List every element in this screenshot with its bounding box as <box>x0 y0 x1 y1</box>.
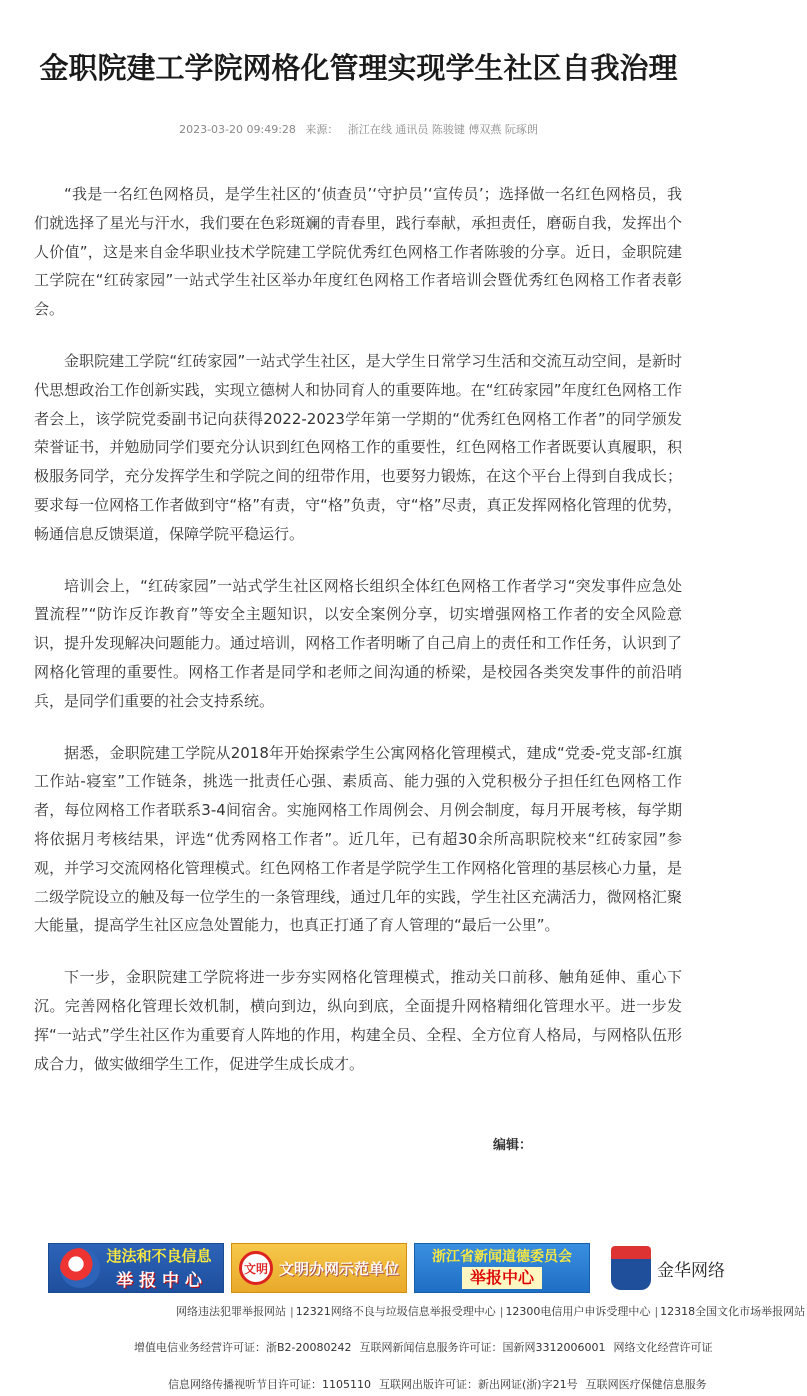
paragraph: 金职院建工学院“红砖家园”一站式学生社区，是大学生日常学习生活和交流互动空间，是新时代思想政治工作创新实践，实现立德树人和协同育人的重要阵地。在“红砖家园”年度红色网格工作者会上，该学院党委副书记向获得2022-2023学年第一学期的“优秀红色网格工作者”的同学颁发荣誉证书，并勉励同学们要充分认识到红色网格工作的重要性，红色网格工作者既要认真履职，积极服务同学，充分发挥学生和学院之间的纽带作用，也要努力锻炼，在这个平台上得到自我成长；要求每一位网格工作者做到守“格”有责，守“格”负责，守“格”尽责，真正发挥网格化管理的优势，畅通信息反馈渠道，保障学院平稳运行。 <box>34 351 682 543</box>
paragraph: 培训会上，“红砖家园”一站式学生社区网格长组织全体红色网格工作者学习“突发事件应急处置流程”“防诈反诈教育”等安全主题知识，以安全案例分享，切实增强网格工作者的安全风险意识，提升发现解决问题能力。通过培训，网格工作者明晰了自己肩上的责任和工作任务，认识到了网格化管理的重要性。网格工作者是同学和老师之间沟通的桥梁，是校园各类突发事件的前沿哨兵，是同学们重要的社会支持系统。 <box>34 576 682 710</box>
separator: | <box>499 1305 504 1318</box>
police-badge-icon <box>611 1246 651 1290</box>
footer-link[interactable]: 网络违法犯罪举报网站 <box>176 1305 286 1318</box>
license-text: 增值电信业务经营许可证：浙B2-20080242 <box>134 1341 352 1354</box>
license-text: 互联网医疗保健信息服务 <box>585 1378 707 1391</box>
banner-text: 文明办网示范单位 <box>278 1259 399 1278</box>
article-date: 2023-03-20 09:49:28 <box>179 123 296 136</box>
paragraph: 下一步，金职院建工学院将进一步夯实网格化管理模式，推动关口前移、触角延伸、重心下沉。完善网格化管理长效机制，横向到边，纵向到底，全面提升网格精细化管理水平。进一步发挥“一站式”学生社区作为重要育人阵地的作用，构建全员、全程、全方位育人格局，与网格队伍形成合力，做实做细学生工作，促进学生成长成才。 <box>34 968 682 1073</box>
license-text: 互联网新闻信息服务许可证：国新网3312006001 <box>359 1341 606 1354</box>
footer-link[interactable]: 12300电信用户申诉受理中心 <box>505 1305 651 1318</box>
jinhua-network-banner[interactable] <box>611 1243 731 1293</box>
banner-line: 举报中心 <box>462 1267 542 1289</box>
civilized-website-banner[interactable] <box>231 1243 407 1293</box>
news-ethics-report-banner[interactable] <box>414 1243 590 1293</box>
license-text: 信息网络传播视听节目许可证：1105110 <box>168 1378 371 1391</box>
banner-line: 浙江省新闻道德委员会 <box>432 1249 572 1265</box>
license-text: 网络文化经营许可证 <box>613 1341 713 1354</box>
footer-link[interactable]: 12318全国文化市场举报网站 <box>660 1305 806 1318</box>
source-label: 来源： <box>305 123 339 136</box>
footer-links <box>0 1304 806 1320</box>
license-text: 互联网出版许可证：新出网证(浙)字21号 <box>379 1378 578 1391</box>
illegal-info-report-banner[interactable] <box>48 1243 224 1293</box>
banner-line: 违法和不良信息 <box>106 1247 212 1265</box>
article-source: 浙江在线 通讯员 陈骏键 傅双燕 阮琢朗 <box>347 123 538 136</box>
footer-link[interactable]: 12321网络不良与垃圾信息举报受理中心 <box>295 1305 496 1318</box>
article-body <box>34 180 682 1101</box>
footer-banners <box>48 1243 725 1293</box>
banner-text: 金华网络 <box>657 1260 725 1281</box>
paragraph: “我是一名红色网格员，是学生社区的‘侦查员’‘守护员’‘宣传员’；选择做一名红色网格员，我们就选择了星光与汗水，我们要在色彩斑斓的青春里，践行奉献，承担责任，磨砺自我，发挥出个人价值”，这是来自金华职业技术学院建工学院优秀红色网格工作者陈骏的分享。近日，金职院建工学院在“红砖家园”一站式学生社区举办年度红色网格工作者培训会暨优秀红色网格工作者表彰会。 <box>34 185 682 319</box>
article-title: 金职院建工学院网格化管理实现学生社区自我治理 <box>39 51 678 85</box>
license-row <box>0 1340 717 1356</box>
separator: | <box>654 1305 659 1318</box>
separator: | <box>290 1305 294 1318</box>
seal-icon: 文明 <box>239 1251 273 1285</box>
banner-line: 举 报 中 心 <box>116 1271 202 1291</box>
editor-label: 编辑： <box>493 1138 533 1153</box>
paragraph: 据悉，金职院建工学院从2018年开始探索学生公寓网格化管理模式，建成“党委-党支部-红旗工作站-寝室”工作链条，挑选一批责任心强、素质高、能力强的入党积极分子担任红色网格工作者，每位网格工作者联系3-4间宿舍。实施网格工作周例会、月例会制度，每月开展考核，每学期将依据月考核结果，评选“优秀网格工作者”。近几年，已有超30余所高职院校来“红砖家园”参观，并学习交流网格化管理模式。红色网格工作者是学院学生工作网格化管理的基层核心力量，是二级学院设立的触及每一位学生的一条管理线，通过几年的实践，学生社区充满活力，微网格汇聚大能量，提高学生社区应急处置能力，也真正打通了育人管理的“最后一公里”。 <box>34 743 682 935</box>
license-row <box>0 1377 717 1393</box>
report-center-logo-icon <box>60 1248 100 1288</box>
article-meta <box>0 122 717 138</box>
